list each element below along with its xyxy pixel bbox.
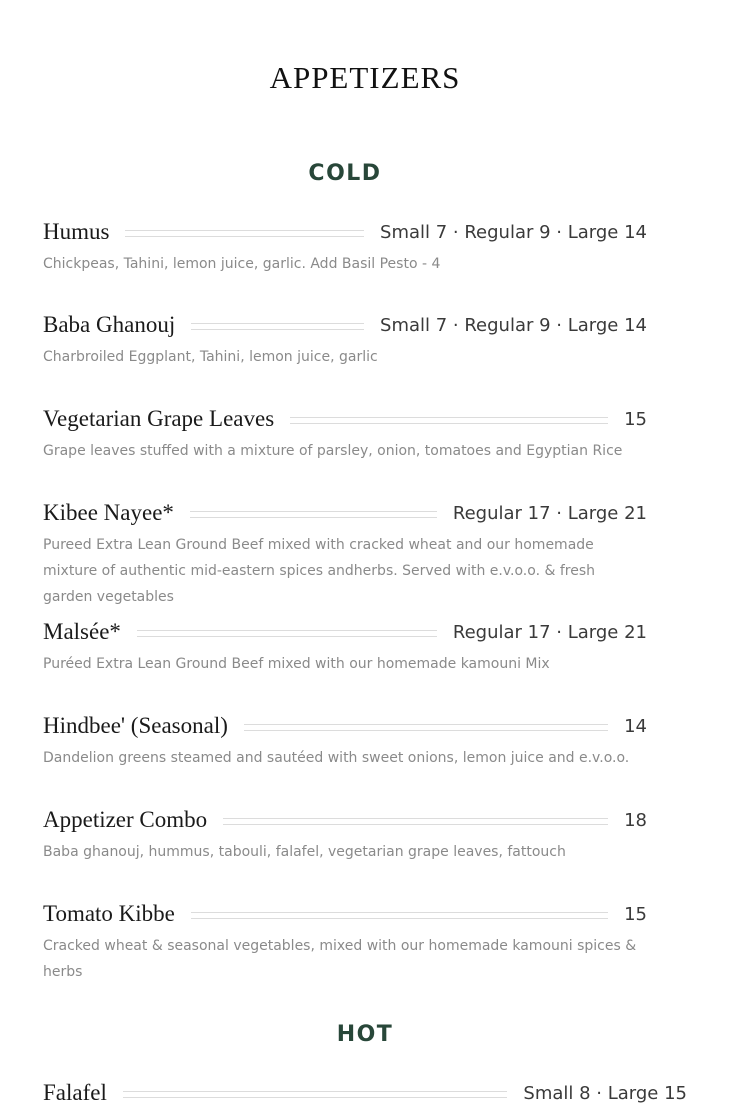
leader-line — [244, 724, 608, 731]
item-name: Malsée* — [43, 619, 121, 644]
item-description: Cracked wheat & seasonal vegetables, mixed with our homemade kamouni spices & herbs — [43, 938, 637, 980]
leader-line — [191, 323, 364, 330]
item-price: Regular 17 · Large 21 — [452, 621, 647, 643]
item-price: Small 7 · Regular 9 · Large 14 — [380, 314, 647, 336]
item-name: Falafel — [43, 1080, 107, 1105]
menu-item-humus — [43, 217, 647, 277]
leader-line — [290, 417, 608, 424]
item-price: 15 — [624, 408, 647, 430]
menu-item-vegetarian-grape-leaves — [43, 404, 647, 464]
item-description: Dandelion greens steamed and sautéed with sweet onions, lemon juice and e.v.o.o. — [43, 750, 630, 766]
section-heading-cold: COLD — [308, 161, 382, 186]
menu-item-appetizer-combo — [43, 805, 647, 865]
item-price: 14 — [624, 715, 647, 737]
leader-line — [137, 630, 437, 637]
item-price: Regular 17 · Large 21 — [452, 502, 647, 524]
item-name: Baba Ghanouj — [43, 312, 176, 337]
leader-line — [191, 912, 608, 919]
item-description: Chickpeas, Tahini, lemon juice, garlic. Add Basil Pesto - 4 — [43, 256, 441, 272]
leader-line — [190, 511, 437, 518]
item-price: 18 — [624, 809, 647, 831]
item-description: Grape leaves stuffed with a mixture of parsley, onion, tomatoes and Egyptian Rice — [43, 443, 623, 459]
page-title: APPETIZERS — [269, 60, 461, 95]
item-price: Small 8 · Large 15 — [523, 1082, 687, 1104]
item-name: Tomato Kibbe — [43, 901, 175, 926]
leader-line — [125, 230, 364, 237]
item-name: Kibee Nayee* — [43, 500, 174, 525]
item-description: Pureed Extra Lean Ground Beef mixed with cracked wheat and our homemade mixture of authentic mid-eastern spices andherbs. Served with e.v.o.o. & fresh garden vegetables — [43, 537, 596, 605]
menu-item-falafel — [43, 1078, 687, 1108]
menu-item-hindbee — [43, 711, 647, 771]
leader-line — [123, 1091, 508, 1098]
leader-line — [223, 818, 608, 825]
item-name: Humus — [43, 219, 110, 244]
item-description: Puréed Extra Lean Ground Beef mixed with our homemade kamouni Mix — [43, 656, 550, 672]
item-name: Appetizer Combo — [43, 807, 208, 832]
item-name: Vegetarian Grape Leaves — [43, 406, 275, 431]
menu-item-kibee-nayee — [43, 498, 647, 610]
item-price: 15 — [624, 903, 647, 925]
section-heading-hot: HOT — [336, 1022, 394, 1047]
menu-item-baba-ghanouj — [43, 310, 647, 370]
item-price: Small 7 · Regular 9 · Large 14 — [380, 221, 647, 243]
menu-item-malsee — [43, 617, 647, 677]
item-description: Baba ghanouj, hummus, tabouli, falafel, vegetarian grape leaves, fattouch — [43, 844, 566, 860]
menu-item-tomato-kibbe — [43, 899, 647, 985]
item-description: Charbroiled Eggplant, Tahini, lemon juice, garlic — [43, 349, 378, 365]
item-name: Hindbee' (Seasonal) — [43, 713, 228, 738]
